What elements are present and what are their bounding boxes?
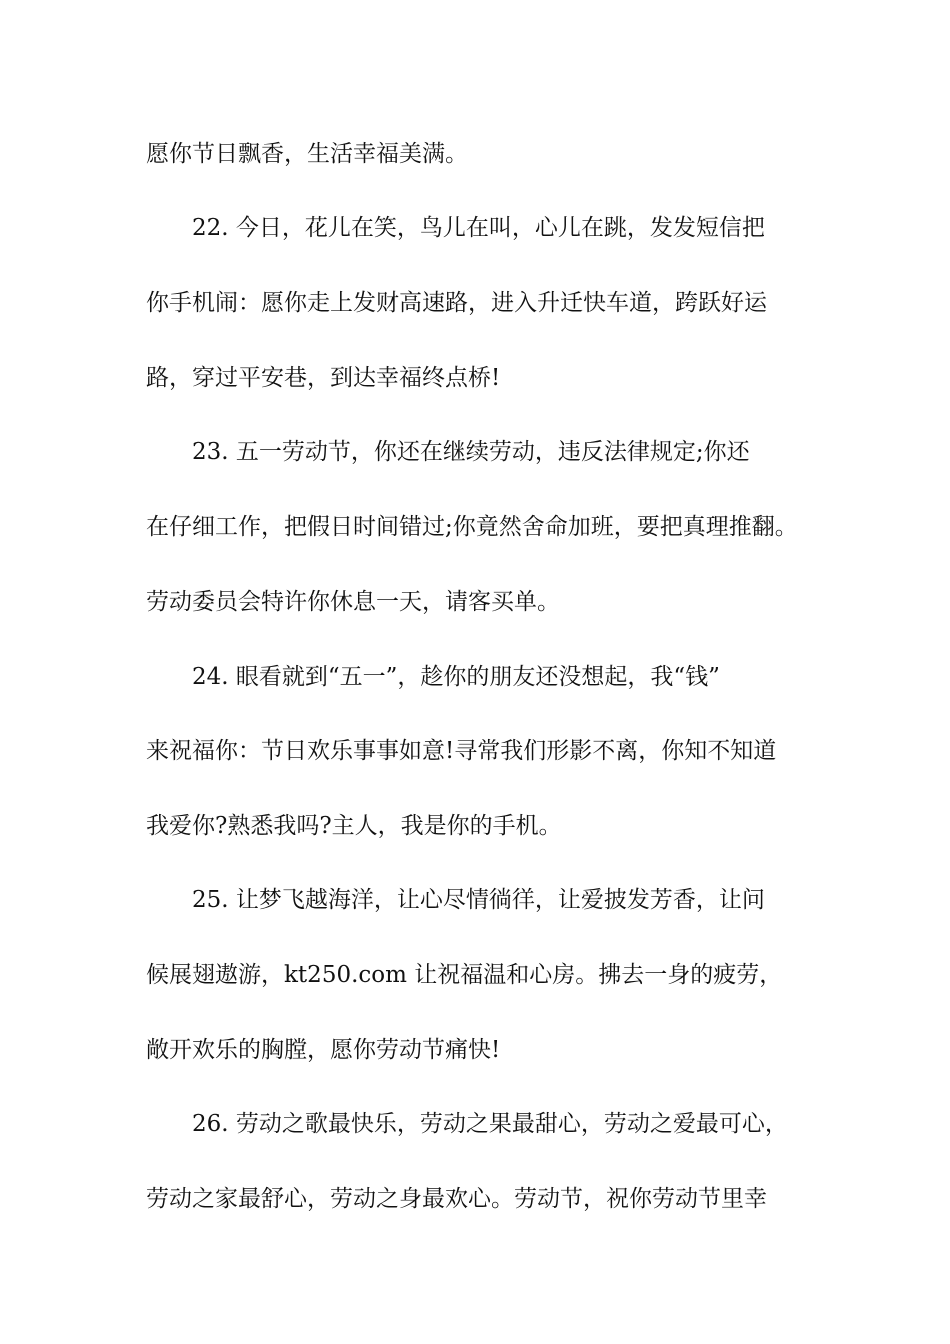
text-line: 敞开欢乐的胸膛，愿你劳动节痛快! [146, 1037, 501, 1063]
text-line: 愿你节日飘香，生活幸福美满。 [146, 141, 468, 167]
text-line: 在仔细工作，把假日时间错过;你竟然舍命加班，要把真理推翻。 [146, 514, 798, 540]
text-line: 你手机闹：愿你走上发财高速路，进入升迁快车道，跨跃好运 [146, 290, 767, 316]
text-line: 劳动委员会特许你休息一天，请客买单。 [146, 589, 560, 615]
paragraph-25-start: 25. 让梦飞越海洋，让心尽情徜徉，让爱披发芳香，让问 [192, 887, 765, 913]
text-line: 路，穿过平安巷，到达幸福终点桥! [146, 365, 501, 391]
paragraph-22-start: 22. 今日，花儿在笑，鸟儿在叫，心儿在跳，发发短信把 [192, 215, 765, 241]
text-line: 劳动之家最舒心，劳动之身最欢心。劳动节，祝你劳动节里幸 [146, 1186, 767, 1212]
paragraph-23-start: 23. 五一劳动节，你还在继续劳动，违反法律规定;你还 [192, 439, 750, 465]
text-line: 候展翅遨游，kt250.com 让祝福温和心房。拂去一身的疲劳， [146, 962, 783, 988]
text-line: 我爱你?熟悉我吗?主人，我是你的手机。 [146, 813, 562, 839]
text-line: 来祝福你：节日欢乐事事如意!寻常我们形影不离，你知不知道 [146, 738, 777, 764]
paragraph-26-start: 26. 劳动之歌最快乐，劳动之果最甜心，劳动之爱最可心， [192, 1111, 788, 1137]
paragraph-24-start: 24. 眼看就到“五一”，趁你的朋友还没想起，我“钱” [192, 664, 720, 690]
